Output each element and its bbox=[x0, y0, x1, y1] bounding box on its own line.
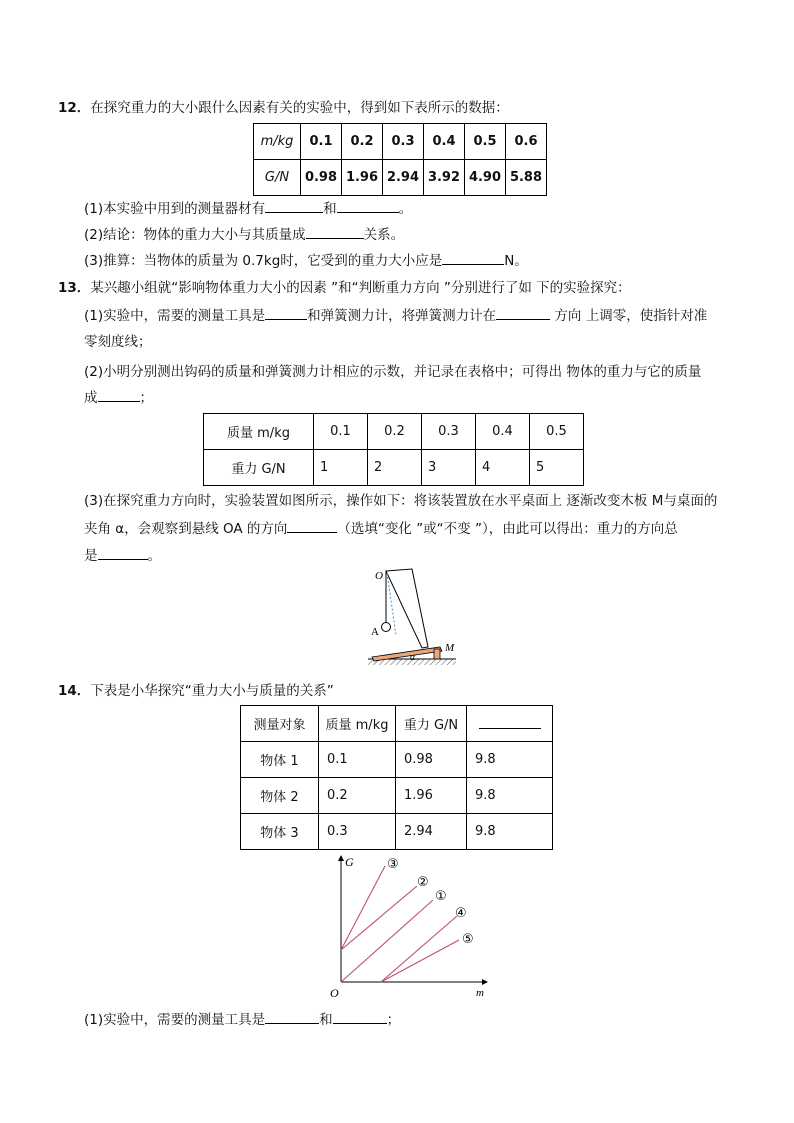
answer-blank[interactable] bbox=[287, 518, 337, 533]
q13-part3-cont2: 是 。 bbox=[84, 544, 161, 564]
q13-part1-cont: 零刻度线； bbox=[84, 334, 152, 350]
q13-part3: (3)在探究重力方向时，实验装置如图所示，操作如下：将该装置放在水平桌面上 逐渐改变木板 M与桌面的 bbox=[84, 493, 718, 509]
q12-part3: (3)推算：当物体的质量为 0.7kg时，它受到的重力大小应是 N。 bbox=[84, 249, 528, 269]
line-label-3: ③ bbox=[387, 857, 399, 872]
x-axis-label: m bbox=[476, 987, 484, 999]
label-m: M bbox=[445, 642, 455, 654]
line-2 bbox=[341, 886, 417, 950]
answer-blank[interactable] bbox=[306, 224, 364, 239]
q13-apparatus-figure bbox=[360, 565, 470, 667]
q13-data-table bbox=[203, 413, 584, 486]
q14-part1: (1)实验中，需要的测量工具是 和 ； bbox=[84, 1008, 400, 1028]
q13-part2-cont: 成 ； bbox=[84, 386, 153, 406]
q14-stem: 14．下表是小华探究“重力大小与质量的关系” bbox=[58, 683, 334, 699]
graph-lines bbox=[341, 866, 459, 982]
table-row: 物体 3 0.3 2.94 9.8 bbox=[241, 814, 553, 850]
q14-data-table bbox=[240, 705, 553, 850]
label-a: A bbox=[371, 626, 379, 638]
line-5 bbox=[381, 940, 459, 982]
answer-blank[interactable] bbox=[442, 250, 504, 265]
table-row: 测量对象 质量 m/kg 重力 G/N bbox=[241, 706, 553, 742]
q14-g-m-graph bbox=[325, 852, 495, 1000]
answer-blank[interactable] bbox=[265, 305, 307, 320]
q13-stem: 13．某兴趣小组就“影响物体重力大小的因素 ”和“判断重力方向 ”分别进行了如 下的实验探究： bbox=[58, 280, 631, 296]
table-row: 质量 m/kg 0.1 0.2 0.3 0.4 0.5 bbox=[204, 414, 584, 450]
header-answer-blank[interactable] bbox=[479, 714, 541, 729]
y-axis-label: G bbox=[345, 855, 354, 869]
q12-stem: 12．在探究重力的大小跟什么因素有关的实验中，得到如下表所示的数据： bbox=[58, 100, 509, 116]
origin-label: O bbox=[330, 986, 339, 1000]
table-row: m/kg 0.1 0.2 0.3 0.4 0.5 0.6 bbox=[254, 124, 547, 160]
q12-part1: (1)本实验中用到的测量器材有 和 。 bbox=[84, 197, 412, 217]
stand-frame bbox=[386, 569, 428, 648]
line-label-4: ④ bbox=[455, 906, 467, 921]
answer-blank[interactable] bbox=[98, 387, 140, 402]
answer-blank[interactable] bbox=[265, 198, 323, 213]
line-3 bbox=[341, 866, 385, 950]
q13-part2: (2)小明分别测出钩码的质量和弹簧测力计相应的示数，并记录在表格中；可得出 物体的重力与它的质量 bbox=[84, 364, 702, 380]
row-label-gravity: G/N bbox=[254, 160, 301, 196]
q13-part1: (1)实验中，需要的测量工具是 和弹簧测力计，将弹簧测力计在 方向 上调零，使指针对准 bbox=[84, 304, 707, 324]
line-label-2: ② bbox=[417, 875, 429, 890]
line-label-1: ① bbox=[435, 889, 447, 904]
line-4 bbox=[381, 916, 457, 982]
answer-blank[interactable] bbox=[98, 545, 148, 560]
line-1 bbox=[341, 900, 433, 982]
q13-part3-cont: 夹角 α，会观察到悬线 OA 的方向 （选填“变化 ”或“不变 ”），由此可以得出：重力的方向总 bbox=[84, 517, 678, 537]
line-label-5: ⑤ bbox=[462, 932, 474, 947]
table-row: 物体 2 0.2 1.96 9.8 bbox=[241, 778, 553, 814]
q12-part2: (2)结论：物体的重力大小与其质量成 关系。 bbox=[84, 223, 404, 243]
q12-data-table bbox=[253, 123, 547, 196]
label-alpha: α bbox=[410, 652, 416, 663]
answer-blank[interactable] bbox=[496, 305, 550, 320]
label-o: O bbox=[375, 570, 383, 582]
answer-blank[interactable] bbox=[333, 1009, 387, 1024]
answer-blank[interactable] bbox=[337, 198, 399, 213]
table-row: 重力 G/N 1 2 3 4 5 bbox=[204, 450, 584, 486]
table-row: 物体 1 0.1 0.98 9.8 bbox=[241, 742, 553, 778]
row-label-mass: m/kg bbox=[254, 124, 301, 160]
answer-blank[interactable] bbox=[265, 1009, 319, 1024]
table-row: G/N 0.98 1.96 2.94 3.92 4.90 5.88 bbox=[254, 160, 547, 196]
pendulum-ball bbox=[382, 623, 391, 632]
